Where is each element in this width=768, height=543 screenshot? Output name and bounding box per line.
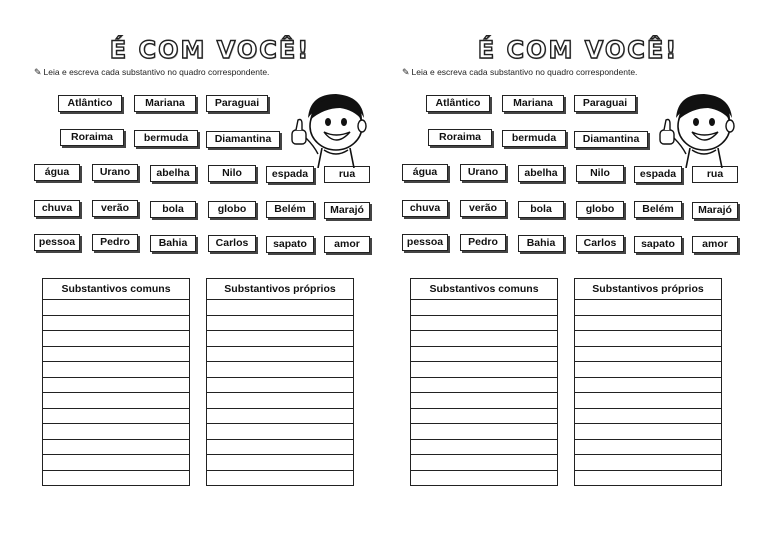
word-card: abelha (518, 165, 564, 182)
word-card: Carlos (208, 235, 256, 252)
common-nouns-header: Substantivos comuns (43, 279, 189, 300)
instruction-text (402, 67, 637, 78)
word-card: Mariana (502, 95, 564, 112)
table-row[interactable] (575, 331, 721, 347)
word-card: abelha (150, 165, 196, 182)
proper-nouns-header: Substantivos próprios (575, 279, 721, 300)
table-row[interactable] (207, 393, 353, 409)
word-card: verão (460, 200, 506, 217)
word-card: rua (692, 166, 738, 183)
table-row[interactable] (575, 424, 721, 440)
table-row[interactable] (411, 424, 557, 440)
word-card: Belém (266, 201, 314, 218)
table-row[interactable] (411, 300, 557, 316)
table-row[interactable] (411, 409, 557, 425)
word-card: sapato (634, 236, 682, 253)
table-row[interactable] (43, 316, 189, 332)
table-row[interactable] (207, 362, 353, 378)
table-row[interactable] (43, 300, 189, 316)
word-card: Urano (460, 164, 506, 181)
word-card: Paraguai (206, 95, 268, 112)
word-card: Urano (92, 164, 138, 181)
word-card: Marajó (692, 202, 738, 219)
word-card: amor (324, 236, 370, 253)
table-row[interactable] (207, 316, 353, 332)
word-card: Carlos (576, 235, 624, 252)
table-row[interactable] (43, 455, 189, 471)
worksheet-title: É COM VOCÊ! (109, 36, 311, 64)
word-card: água (34, 164, 80, 181)
proper-nouns-header: Substantivos próprios (207, 279, 353, 300)
proper-nouns-table (206, 278, 354, 486)
word-card: Paraguai (574, 95, 636, 112)
word-card: rua (324, 166, 370, 183)
word-card: globo (208, 201, 256, 218)
table-row[interactable] (411, 455, 557, 471)
table-row[interactable] (207, 300, 353, 316)
table-row[interactable] (43, 440, 189, 456)
table-row[interactable] (43, 331, 189, 347)
word-card: amor (692, 236, 738, 253)
table-row[interactable] (43, 409, 189, 425)
word-card: pessoa (402, 234, 448, 251)
table-row[interactable] (207, 471, 353, 486)
table-row[interactable] (575, 409, 721, 425)
word-card: bola (150, 201, 196, 218)
word-card: Diamantina (206, 131, 280, 148)
table-row[interactable] (207, 331, 353, 347)
table-row[interactable] (207, 424, 353, 440)
word-card: verão (92, 200, 138, 217)
instruction-label: Leia e escreva cada substantivo no quadro correspondente. (43, 67, 270, 77)
word-card: Belém (634, 201, 682, 218)
table-row[interactable] (207, 409, 353, 425)
table-row[interactable] (411, 378, 557, 394)
word-card: Bahia (518, 235, 564, 252)
word-card: Nilo (208, 165, 256, 182)
word-card: bermuda (502, 130, 566, 147)
word-card: espada (266, 166, 314, 183)
table-row[interactable] (575, 316, 721, 332)
word-card: chuva (34, 200, 80, 217)
pencil-icon: ✎ (402, 67, 410, 77)
instruction-label: Leia e escreva cada substantivo no quadro correspondente. (411, 67, 638, 77)
common-nouns-table (42, 278, 190, 486)
common-nouns-table (410, 278, 558, 486)
word-card: Diamantina (574, 131, 648, 148)
table-row[interactable] (43, 362, 189, 378)
table-row[interactable] (575, 440, 721, 456)
table-row[interactable] (411, 393, 557, 409)
table-row[interactable] (43, 378, 189, 394)
word-card: pessoa (34, 234, 80, 251)
word-card: Bahia (150, 235, 196, 252)
word-card: Roraima (60, 129, 124, 146)
table-row[interactable] (575, 300, 721, 316)
table-row[interactable] (43, 393, 189, 409)
word-card: Nilo (576, 165, 624, 182)
word-card: Atlântico (58, 95, 122, 112)
table-row[interactable] (207, 440, 353, 456)
table-row[interactable] (43, 347, 189, 363)
table-row[interactable] (411, 362, 557, 378)
common-nouns-header: Substantivos comuns (411, 279, 557, 300)
word-card: sapato (266, 236, 314, 253)
table-row[interactable] (43, 424, 189, 440)
table-row[interactable] (575, 347, 721, 363)
table-row[interactable] (575, 393, 721, 409)
table-row[interactable] (411, 316, 557, 332)
table-row[interactable] (411, 331, 557, 347)
word-card: chuva (402, 200, 448, 217)
boy-thumbs-up-icon (288, 88, 374, 168)
word-card: água (402, 164, 448, 181)
word-card: Pedro (92, 234, 138, 251)
word-card: Pedro (460, 234, 506, 251)
table-row[interactable] (411, 347, 557, 363)
word-card: Roraima (428, 129, 492, 146)
table-row[interactable] (575, 362, 721, 378)
word-card: Mariana (134, 95, 196, 112)
table-row[interactable] (411, 471, 557, 486)
worksheet-right (398, 0, 758, 543)
proper-nouns-table (574, 278, 722, 486)
table-row[interactable] (207, 455, 353, 471)
table-row[interactable] (207, 378, 353, 394)
worksheet-left (30, 0, 390, 543)
table-row[interactable] (575, 471, 721, 486)
word-card: bola (518, 201, 564, 218)
table-row[interactable] (411, 440, 557, 456)
table-row[interactable] (575, 455, 721, 471)
table-row[interactable] (575, 378, 721, 394)
word-card: Atlântico (426, 95, 490, 112)
pencil-icon: ✎ (34, 67, 42, 77)
word-card: bermuda (134, 130, 198, 147)
instruction-text (34, 67, 269, 78)
word-card: Marajó (324, 202, 370, 219)
worksheet-title: É COM VOCÊ! (477, 36, 679, 64)
word-card: espada (634, 166, 682, 183)
table-row[interactable] (207, 347, 353, 363)
word-card: globo (576, 201, 624, 218)
table-row[interactable] (43, 471, 189, 486)
boy-thumbs-up-icon (656, 88, 742, 168)
